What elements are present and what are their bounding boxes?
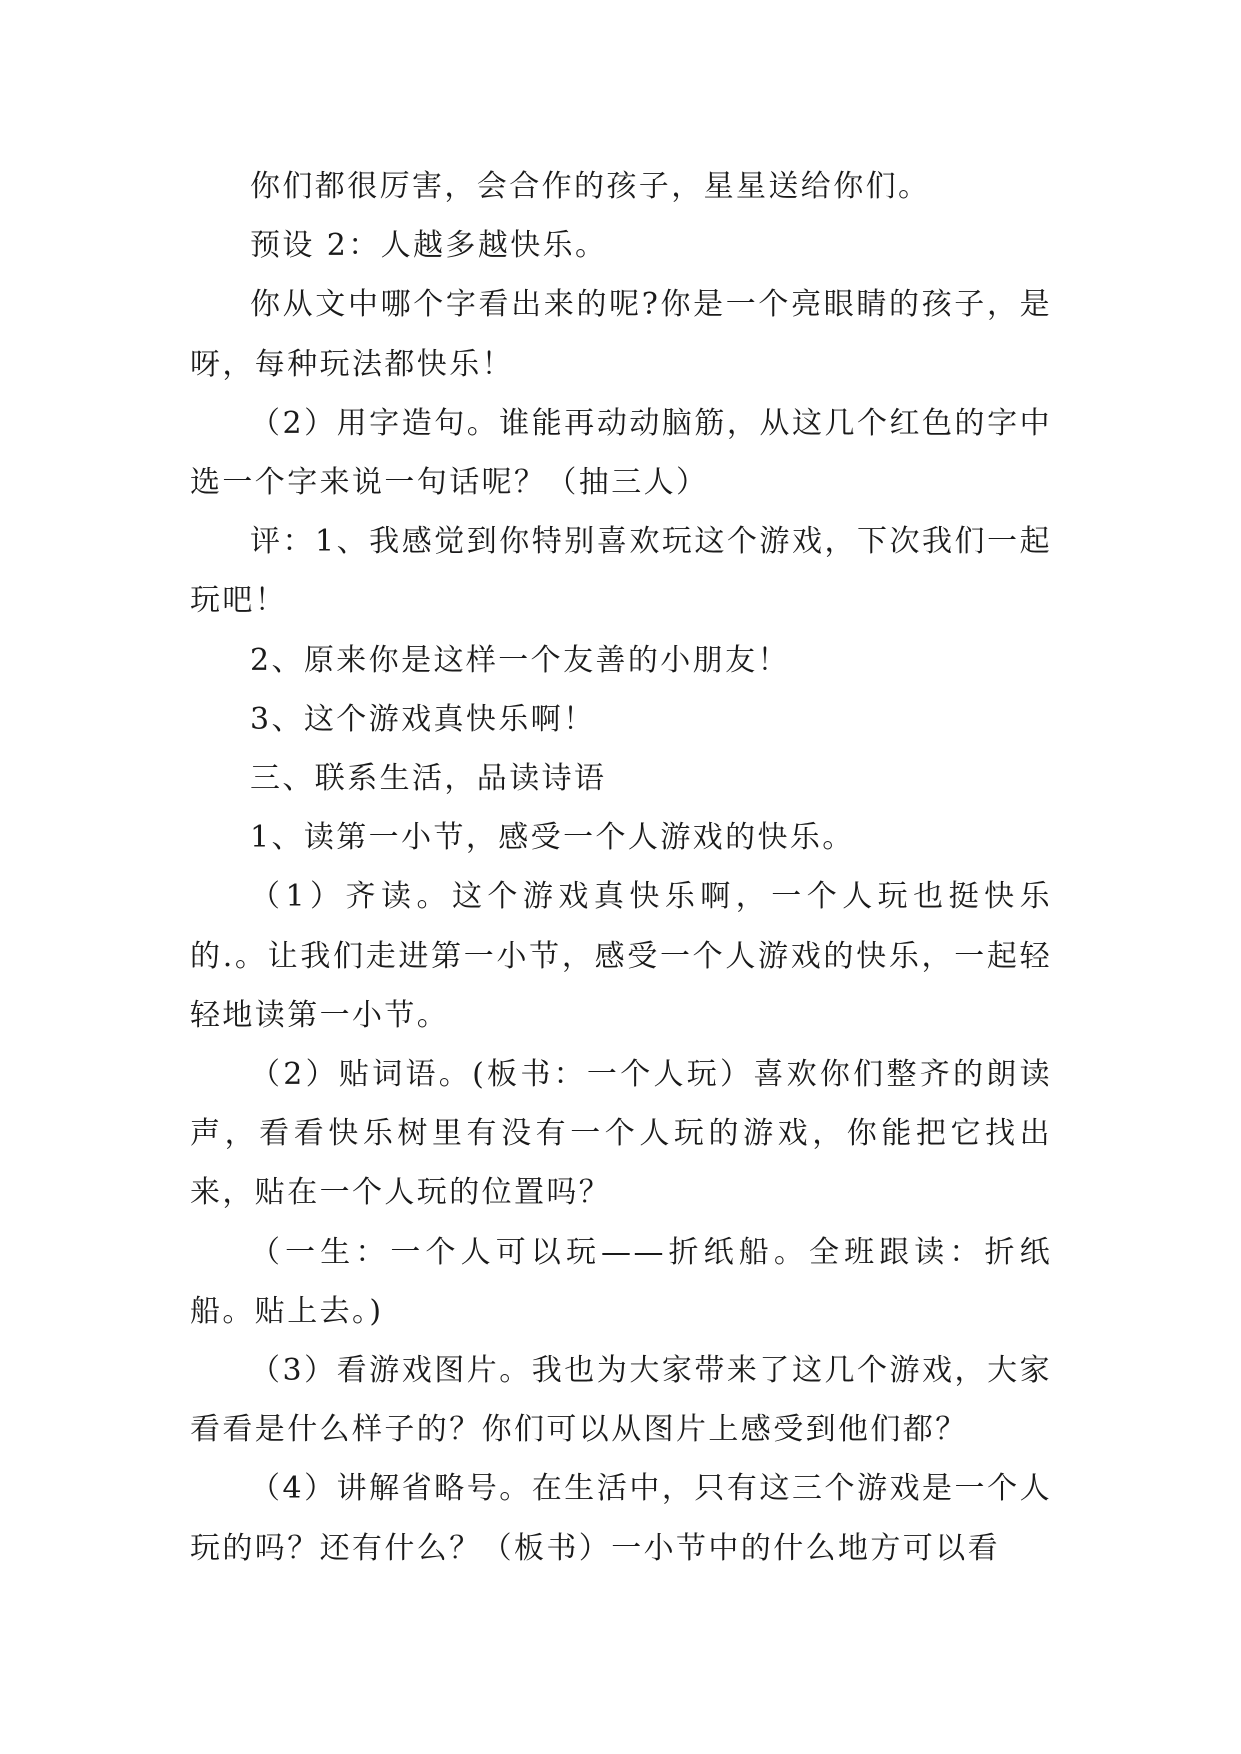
- paragraph: 你们都很厉害，会合作的孩子，星星送给你们。: [250, 169, 931, 204]
- paragraph: （1）齐读。这个游戏真快乐啊，一个人玩也挺快乐的.。让我们走进第一小节，感受一个人游戏的快乐，一起轻轻地读第一小节。: [190, 879, 1052, 1033]
- paragraph: 你从文中哪个字看出来的呢?你是一个亮眼睛的孩子，是呀，每种玩法都快乐！: [190, 287, 1052, 382]
- paragraph: （3）看游戏图片。我也为大家带来了这几个游戏，大家看看是什么样子的？你们可以从图片上感受到他们都？: [190, 1353, 1052, 1448]
- paragraph: 3、这个游戏真快乐啊！: [250, 701, 596, 737]
- paragraph: （一生：一个人可以玩——折纸船。全班跟读：折纸船。贴上去。): [190, 1234, 1052, 1329]
- document-body: [190, 157, 1052, 1578]
- paragraph: （4）讲解省略号。在生活中，只有这三个游戏是一个人玩的吗？还有什么？（板书）一小节中的什么地方可以看: [190, 1471, 1052, 1566]
- paragraph: 评：1、我感觉到你特别喜欢玩这个游戏，下次我们一起玩吧！: [190, 524, 1052, 619]
- section-heading: 三、联系生活，品读诗语: [250, 761, 607, 797]
- paragraph: 2、原来你是这样一个友善的小朋友！: [250, 642, 790, 678]
- paragraph: 预设 2：人越多越快乐。: [250, 228, 608, 264]
- paragraph: （2）用字造句。谁能再动动脑筋，从这几个红色的字中选一个字来说一句话呢？（抽三人）: [190, 405, 1052, 501]
- paragraph: （2）贴词语。(板书：一个人玩）喜欢你们整齐的朗读声，看看快乐树里有没有一个人玩的游戏，你能把它找出来，贴在一个人玩的位置吗？: [190, 1057, 1052, 1211]
- paragraph: 1、读第一小节，感受一个人游戏的快乐。: [250, 820, 855, 856]
